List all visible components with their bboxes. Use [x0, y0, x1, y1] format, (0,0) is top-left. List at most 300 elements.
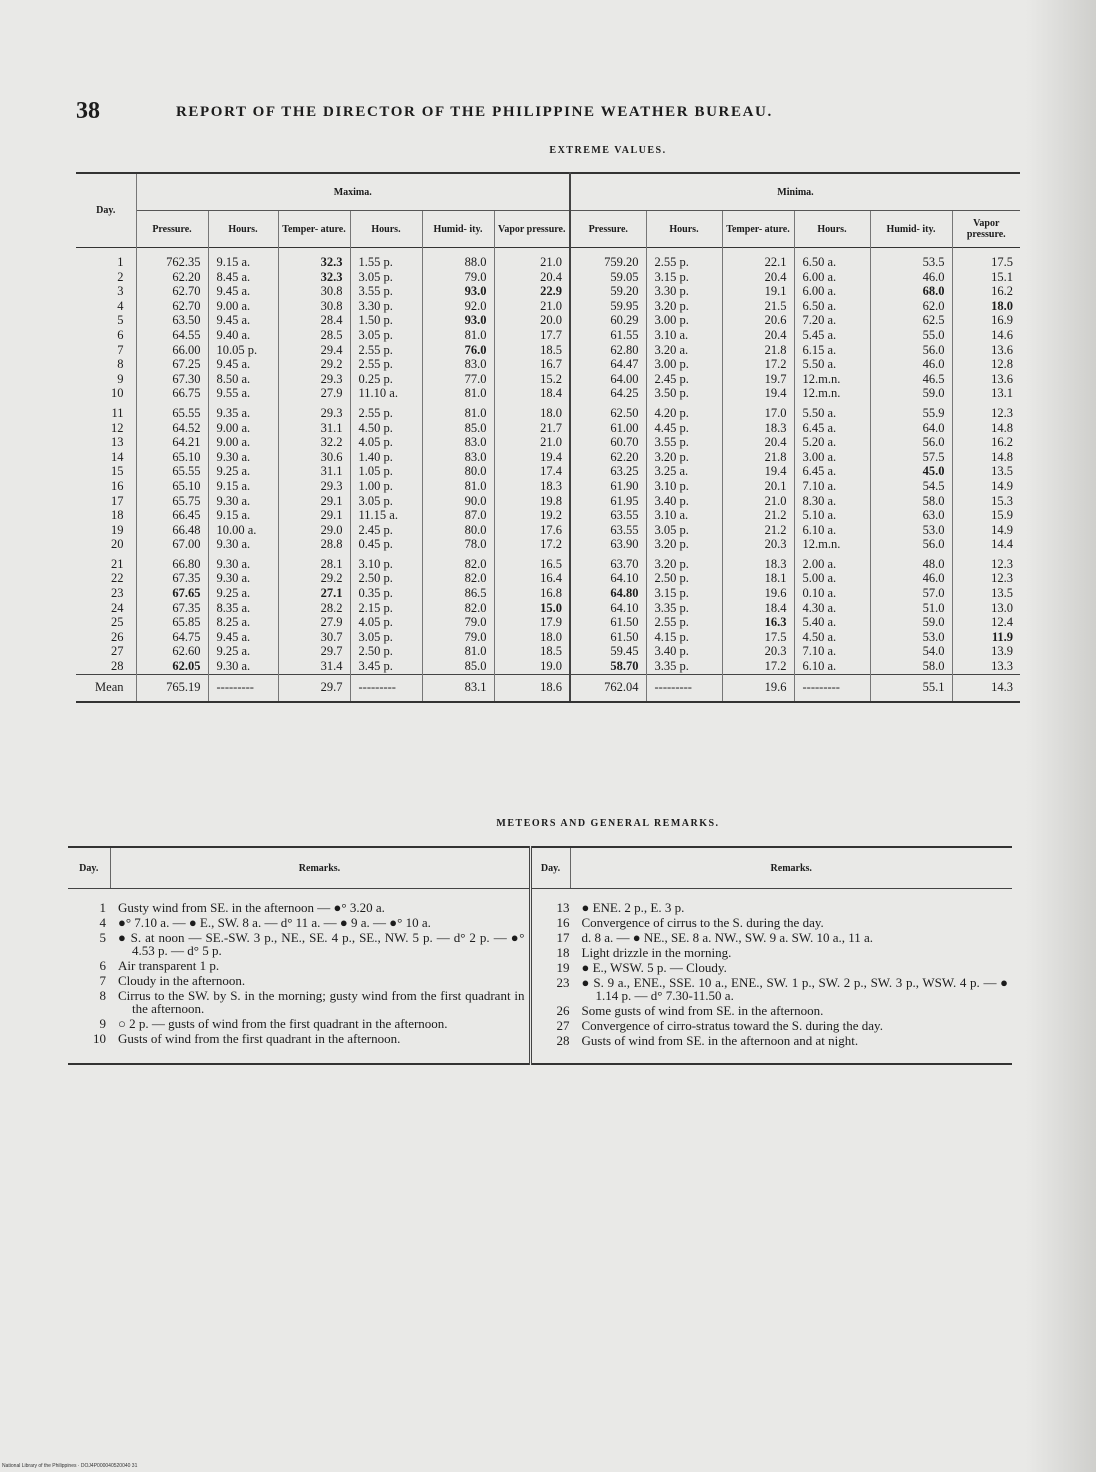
table-cell: 92.0 [422, 299, 494, 314]
table-cell: 13.9 [952, 644, 1020, 659]
table-cell: 5.10 a. [794, 508, 870, 523]
table-cell: 90.0 [422, 494, 494, 509]
day-cell: 7 [117, 342, 124, 357]
table-cell: 17.9 [494, 615, 570, 630]
table-cell: 45.0 [870, 464, 952, 479]
remark-text: ● ENE. 2 p., E. 3 p. [581, 900, 685, 915]
table-cell: 87.0 [422, 508, 494, 523]
table-cell: 13.3 [952, 659, 1020, 674]
day-cell: 24 [111, 600, 124, 615]
table-cell: 17.2 [494, 537, 570, 552]
day-cell: 20 [111, 537, 124, 552]
table-cell: 6.15 a. [794, 343, 870, 358]
remark-day: 17 [556, 930, 570, 945]
table-cell: 13.6 [952, 372, 1020, 387]
table-cell: 64.00 [570, 372, 646, 387]
table-cell: 83.0 [422, 357, 494, 372]
remark-day: 6 [99, 958, 106, 973]
table-row [76, 523, 1020, 538]
table-cell: 14.8 [952, 421, 1020, 436]
table-cell: 63.70 [570, 552, 646, 572]
remark-text: ● S. at noon — SE.-SW. 3 p., NE., SE. 4 p., SE., NW. 5 p. — d° 2 p. — ●° 4.53 p. — d° 5 p. [118, 930, 525, 958]
table-cell: 20.4 [722, 435, 794, 450]
table-cell: 64.10 [570, 601, 646, 616]
day-cell: 15 [111, 464, 124, 479]
table-cell: 19.8 [494, 494, 570, 509]
table-cell: 9.40 a. [208, 328, 278, 343]
table-cell: 17.2 [722, 357, 794, 372]
remark-day: 16 [556, 915, 570, 930]
table-cell: 62.0 [870, 299, 952, 314]
remark-item [532, 946, 1013, 959]
table-cell: 11.15 a. [350, 508, 422, 523]
table-cell: 67.35 [136, 571, 208, 586]
day-cell: 13 [111, 435, 124, 450]
table-cell: 21.0 [494, 435, 570, 450]
mean-cell: --------- [646, 674, 722, 702]
table-cell: 2.00 a. [794, 552, 870, 572]
table-cell: 22.1 [722, 248, 794, 270]
table-cell: 30.8 [278, 284, 350, 299]
table-cell: 28.4 [278, 313, 350, 328]
table-cell: 0.45 p. [350, 537, 422, 552]
table-row [76, 537, 1020, 552]
table-cell: 63.50 [136, 313, 208, 328]
day-cell: 14 [111, 449, 124, 464]
table-cell: 3.35 p. [646, 659, 722, 674]
table-cell: 27.1 [278, 586, 350, 601]
table-cell: 10.00 a. [208, 523, 278, 538]
table-cell: 67.25 [136, 357, 208, 372]
table-cell: 15.3 [952, 494, 1020, 509]
table-cell: 13.5 [952, 586, 1020, 601]
table-cell: 67.00 [136, 537, 208, 552]
table-cell: 3.30 p. [646, 284, 722, 299]
remark-day: 5 [99, 930, 106, 945]
table-cell: 17.6 [494, 523, 570, 538]
table-cell: 79.0 [422, 615, 494, 630]
remark-item [68, 989, 529, 1015]
remark-item [532, 961, 1013, 974]
table-cell: 62.60 [136, 644, 208, 659]
remark-item [68, 1017, 529, 1030]
table-cell: 4.45 p. [646, 421, 722, 436]
remark-day: 28 [556, 1033, 570, 1048]
mean-row [76, 674, 1020, 702]
table-cell: 64.80 [570, 586, 646, 601]
table-cell: 9.00 a. [208, 421, 278, 436]
table-cell: 63.90 [570, 537, 646, 552]
table-cell: 14.6 [952, 328, 1020, 343]
table-cell: 9.45 a. [208, 357, 278, 372]
table-cell: 16.5 [494, 552, 570, 572]
table-cell: 81.0 [422, 479, 494, 494]
table-row [76, 508, 1020, 523]
table-cell: 29.3 [278, 479, 350, 494]
table-cell: 82.0 [422, 601, 494, 616]
table-cell: 4.15 p. [646, 630, 722, 645]
table-cell: 20.0 [494, 313, 570, 328]
table-cell: 13.5 [952, 464, 1020, 479]
table-cell: 16.7 [494, 357, 570, 372]
table-cell: 77.0 [422, 372, 494, 387]
table-cell: 19.6 [722, 586, 794, 601]
table-cell: 5.40 a. [794, 615, 870, 630]
table-cell: 65.10 [136, 479, 208, 494]
table-cell: 19.0 [494, 659, 570, 674]
table-cell: 6.45 a. [794, 464, 870, 479]
table-cell: 59.0 [870, 386, 952, 401]
table-cell: 9.00 a. [208, 299, 278, 314]
table-cell: 18.0 [494, 401, 570, 421]
table-cell: 80.0 [422, 464, 494, 479]
table-cell: 65.55 [136, 401, 208, 421]
column-header: Temper- ature. [722, 211, 794, 248]
table-cell: 1.50 p. [350, 313, 422, 328]
table-cell: 9.25 a. [208, 644, 278, 659]
table-cell: 62.20 [570, 450, 646, 465]
remark-item [532, 1034, 1013, 1047]
table-cell: 64.0 [870, 421, 952, 436]
table-cell: 0.10 a. [794, 586, 870, 601]
table-cell: 82.0 [422, 552, 494, 572]
table-cell: 82.0 [422, 571, 494, 586]
column-header: Hours. [208, 211, 278, 248]
table-cell: 16.9 [952, 313, 1020, 328]
table-cell: 20.4 [722, 270, 794, 285]
table-cell: 63.0 [870, 508, 952, 523]
remark-item [68, 901, 529, 914]
remark-text: ● E., WSW. 5 p. — Cloudy. [581, 960, 727, 975]
table-cell: 65.10 [136, 450, 208, 465]
day-cell: 21 [111, 556, 124, 571]
table-cell: 64.75 [136, 630, 208, 645]
table-cell: 4.30 a. [794, 601, 870, 616]
extreme-values-body [76, 248, 1020, 675]
remarks-left-list [68, 889, 529, 1061]
remark-day: 18 [556, 945, 570, 960]
table-cell: 85.0 [422, 421, 494, 436]
minima-header: Minima. [570, 173, 1020, 211]
table-cell: 29.4 [278, 343, 350, 358]
table-row [76, 270, 1020, 285]
remark-day: 19 [556, 960, 570, 975]
table-cell: 8.50 a. [208, 372, 278, 387]
table-cell: 61.95 [570, 494, 646, 509]
table-cell: 16.2 [952, 435, 1020, 450]
table-cell: 3.15 p. [646, 270, 722, 285]
mean-cell: 765.19 [136, 674, 208, 702]
table-cell: 19.7 [722, 372, 794, 387]
table-cell: 19.4 [722, 386, 794, 401]
day-cell: 16 [111, 478, 124, 493]
table-cell: 65.75 [136, 494, 208, 509]
table-row [76, 552, 1020, 572]
remark-item [68, 974, 529, 987]
table-row [76, 630, 1020, 645]
table-cell: 53.0 [870, 630, 952, 645]
table-cell: 83.0 [422, 450, 494, 465]
day-cell: 4 [117, 298, 124, 313]
remark-day: 27 [556, 1018, 570, 1033]
table-cell: 21.2 [722, 523, 794, 538]
table-row [76, 357, 1020, 372]
table-cell: 1.40 p. [350, 450, 422, 465]
mean-cell: 83.1 [422, 674, 494, 702]
remarks-col-day-right: Day. [530, 847, 570, 889]
table-cell: 28.5 [278, 328, 350, 343]
table-cell: 5.45 a. [794, 328, 870, 343]
table-cell: 12.3 [952, 401, 1020, 421]
remark-text: Convergence of cirrus to the S. during the day. [581, 915, 824, 930]
table-cell: 18.0 [952, 299, 1020, 314]
table-cell: 61.00 [570, 421, 646, 436]
table-row [76, 328, 1020, 343]
table-cell: 58.70 [570, 659, 646, 674]
table-cell: 3.50 p. [646, 386, 722, 401]
table-cell: 29.2 [278, 357, 350, 372]
table-row [76, 313, 1020, 328]
table-cell: 7.10 a. [794, 644, 870, 659]
table-cell: 21.5 [722, 299, 794, 314]
table-row [76, 435, 1020, 450]
table-cell: 2.50 p. [350, 571, 422, 586]
remarks-title: METEORS AND GENERAL REMARKS. [496, 818, 720, 829]
day-cell: 19 [111, 522, 124, 537]
table-cell: 8.35 a. [208, 601, 278, 616]
table-cell: 21.0 [494, 299, 570, 314]
table-cell: 31.1 [278, 464, 350, 479]
remark-text: Gusts of wind from the first quadrant in the afternoon. [118, 1031, 401, 1046]
table-cell: 88.0 [422, 248, 494, 270]
table-cell: 6.50 a. [794, 299, 870, 314]
mean-cell: 29.7 [278, 674, 350, 702]
table-row [76, 248, 1020, 270]
table-cell: 30.6 [278, 450, 350, 465]
day-cell: 12 [111, 420, 124, 435]
table-cell: 65.55 [136, 464, 208, 479]
day-cell: 8 [117, 357, 124, 372]
table-cell: 64.55 [136, 328, 208, 343]
day-cell: 10 [111, 386, 124, 401]
table-cell: 31.4 [278, 659, 350, 674]
remarks-col-remarks-left: Remarks. [110, 847, 530, 889]
table-cell: 61.50 [570, 630, 646, 645]
table-cell: 64.25 [570, 386, 646, 401]
day-cell: 11 [111, 405, 124, 420]
day-cell: 26 [111, 629, 124, 644]
table-cell: 4.20 p. [646, 401, 722, 421]
remark-day: 8 [99, 988, 106, 1003]
table-cell: 8.30 a. [794, 494, 870, 509]
table-cell: 18.5 [494, 343, 570, 358]
table-cell: 3.10 a. [646, 328, 722, 343]
table-cell: 62.70 [136, 284, 208, 299]
scan-footer-note: National Library of the Philippines · DOJ4P000040520040 31 [2, 1463, 138, 1469]
table-cell: 66.48 [136, 523, 208, 538]
table-cell: 32.2 [278, 435, 350, 450]
table-cell: 28.1 [278, 552, 350, 572]
table-cell: 3.00 p. [646, 313, 722, 328]
day-cell: 1 [117, 255, 124, 269]
table-cell: 3.20 a. [646, 343, 722, 358]
table-cell: 4.50 p. [350, 421, 422, 436]
remark-text: Convergence of cirro-stratus toward the S. during the day. [581, 1018, 883, 1033]
table-cell: 81.0 [422, 386, 494, 401]
remarks-col-remarks-right: Remarks. [570, 847, 1012, 889]
table-cell: 3.35 p. [646, 601, 722, 616]
table-cell: 65.85 [136, 615, 208, 630]
table-cell: 93.0 [422, 313, 494, 328]
remark-item [68, 916, 529, 929]
table-cell: 18.3 [722, 552, 794, 572]
table-cell: 9.30 a. [208, 659, 278, 674]
table-row [76, 284, 1020, 299]
table-row [76, 450, 1020, 465]
remark-item [532, 1004, 1013, 1017]
table-cell: 9.15 a. [208, 248, 278, 270]
table-cell: 27.9 [278, 615, 350, 630]
table-cell: 51.0 [870, 601, 952, 616]
table-cell: 54.5 [870, 479, 952, 494]
table-cell: 17.5 [952, 248, 1020, 270]
table-cell: 12.m.n. [794, 386, 870, 401]
table-cell: 1.05 p. [350, 464, 422, 479]
table-cell: 3.05 p. [350, 270, 422, 285]
table-cell: 21.0 [722, 494, 794, 509]
table-cell: 56.0 [870, 435, 952, 450]
table-cell: 1.00 p. [350, 479, 422, 494]
table-cell: 63.25 [570, 464, 646, 479]
remark-text: Air transparent 1 p. [118, 958, 220, 973]
remark-text: Gusts of wind from SE. in the afternoon and at night. [581, 1033, 859, 1048]
table-cell: 3.20 p. [646, 299, 722, 314]
table-cell: 2.50 p. [646, 571, 722, 586]
maxima-header: Maxima. [136, 173, 570, 211]
table-cell: 14.8 [952, 450, 1020, 465]
table-cell: 32.3 [278, 270, 350, 285]
table-row [76, 464, 1020, 479]
table-cell: 62.05 [136, 659, 208, 674]
table-cell: 56.0 [870, 537, 952, 552]
table-cell: 9.15 a. [208, 508, 278, 523]
page-number: 38 [76, 98, 100, 124]
remark-day: 9 [99, 1016, 106, 1031]
table-cell: 0.25 p. [350, 372, 422, 387]
remark-day: 26 [556, 1003, 570, 1018]
page-edge-shadow [1026, 0, 1096, 1472]
remark-item [532, 901, 1013, 914]
table-cell: 63.55 [570, 523, 646, 538]
table-cell: 61.90 [570, 479, 646, 494]
table-cell: 59.0 [870, 615, 952, 630]
column-header: Pressure. [570, 211, 646, 248]
remark-item [532, 976, 1013, 1002]
table-cell: 57.5 [870, 450, 952, 465]
column-header: Humid- ity. [870, 211, 952, 248]
table-cell: 66.45 [136, 508, 208, 523]
table-cell: 59.45 [570, 644, 646, 659]
day-cell: 25 [111, 615, 124, 630]
table-cell: 9.25 a. [208, 464, 278, 479]
table-cell: 30.8 [278, 299, 350, 314]
remark-day: 13 [556, 900, 570, 915]
remark-day: 10 [93, 1031, 106, 1046]
table-cell: 3.05 p. [350, 494, 422, 509]
table-cell: 3.00 p. [646, 357, 722, 372]
table-cell: 19.4 [494, 450, 570, 465]
table-cell: 64.47 [570, 357, 646, 372]
table-cell: 59.05 [570, 270, 646, 285]
table-cell: 9.45 a. [208, 630, 278, 645]
table-cell: 80.0 [422, 523, 494, 538]
table-row [76, 644, 1020, 659]
table-cell: 30.7 [278, 630, 350, 645]
table-cell: 2.55 p. [350, 401, 422, 421]
table-cell: 85.0 [422, 659, 494, 674]
mean-cell: 55.1 [870, 674, 952, 702]
table-cell: 18.0 [494, 630, 570, 645]
day-cell: 18 [111, 508, 124, 523]
remark-text: ●° 7.10 a. — ● E., SW. 8 a. — d° 11 a. — ● 9 a. — ●° 10 a. [118, 915, 431, 930]
table-cell: 15.0 [494, 601, 570, 616]
day-cell: 22 [111, 571, 124, 586]
table-cell: 12.3 [952, 571, 1020, 586]
table-cell: 8.45 a. [208, 270, 278, 285]
table-cell: 81.0 [422, 401, 494, 421]
table-row [76, 659, 1020, 674]
table-cell: 2.55 p. [350, 357, 422, 372]
table-cell: 19.4 [722, 464, 794, 479]
table-cell: 18.3 [722, 421, 794, 436]
mean-cell: 14.3 [952, 674, 1020, 702]
table-cell: 78.0 [422, 537, 494, 552]
table-cell: 6.45 a. [794, 421, 870, 436]
table-cell: 3.55 p. [646, 435, 722, 450]
table-cell: 66.00 [136, 343, 208, 358]
remark-text: Cloudy in the afternoon. [118, 973, 246, 988]
table-cell: 762.35 [136, 248, 208, 270]
remark-item [532, 931, 1013, 944]
remark-item [532, 1019, 1013, 1032]
table-row [76, 421, 1020, 436]
table-cell: 21.8 [722, 343, 794, 358]
table-cell: 59.95 [570, 299, 646, 314]
table-cell: 67.30 [136, 372, 208, 387]
column-header: Temper- ature. [278, 211, 350, 248]
table-cell: 9.00 a. [208, 435, 278, 450]
table-cell: 15.2 [494, 372, 570, 387]
table-row [76, 386, 1020, 401]
table-cell: 3.10 p. [646, 479, 722, 494]
table-cell: 14.9 [952, 479, 1020, 494]
table-cell: 9.30 a. [208, 552, 278, 572]
remark-item [532, 916, 1013, 929]
table-cell: 3.05 p. [350, 630, 422, 645]
table-cell: 3.20 p. [646, 552, 722, 572]
table-cell: 2.55 p. [646, 615, 722, 630]
table-cell: 86.5 [422, 586, 494, 601]
table-cell: 2.55 p. [350, 343, 422, 358]
mean-cell: --------- [794, 674, 870, 702]
remarks-right-list [532, 889, 1013, 1063]
day-cell: 3 [117, 284, 124, 299]
mean-cell: 762.04 [570, 674, 646, 702]
table-cell: 48.0 [870, 552, 952, 572]
table-row [76, 586, 1020, 601]
table-cell: 22.9 [494, 284, 570, 299]
mean-label: Mean [76, 674, 136, 702]
